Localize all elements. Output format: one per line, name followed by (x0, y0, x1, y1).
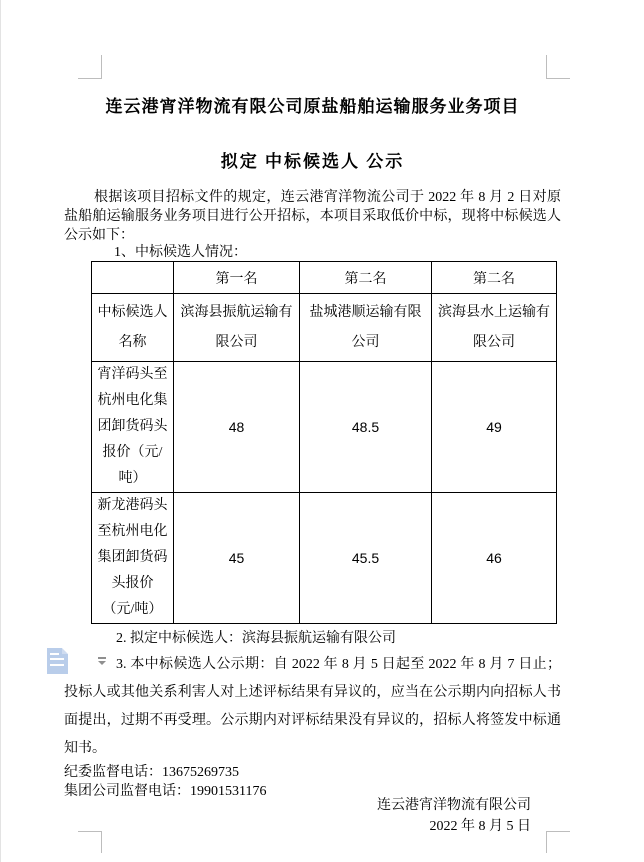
row-label-candidate-name: 中标候选人名称 (92, 294, 174, 362)
intro-paragraph: 根据该项目招标文件的规定，连云港宵洋物流公司于 2022 年 8 月 2 日对原盐船舶运输服务业务项目进行公开招标，本项目采取低价中标，现将中标候选人公示如下： (64, 190, 561, 243)
list-item-2: 2. 拟定中标候选人：滨海县振航运输有限公司 (116, 631, 396, 646)
table-row-candidate-names (92, 294, 557, 362)
candidate-3-name: 滨海县水上运输有限公司 (432, 294, 557, 362)
group-supervision-phone: 集团公司监督电话：19901531176 (64, 784, 267, 799)
price-xiaoyang-candidate-1: 48 (174, 362, 300, 493)
table-header-row (92, 262, 557, 294)
table-row-price-xiaoyang (92, 362, 557, 493)
page-title: 连云港宵洋物流有限公司原盐船舶运输服务业务项目 (105, 97, 520, 116)
candidate-2-name: 盐城港顺运输有限公司 (300, 294, 432, 362)
price-xinlonggang-candidate-2: 45.5 (300, 493, 432, 624)
signature-company: 连云港宵洋物流有限公司 (377, 798, 531, 813)
header-cell-third-place: 第二名 (432, 262, 557, 294)
candidate-1-name: 滨海县振航运输有限公司 (174, 294, 300, 362)
header-cell-second-place: 第二名 (300, 262, 432, 294)
signature-date: 2022 年 8 月 5 日 (429, 819, 531, 834)
list-item-1: 1、中标候选人情况： (114, 245, 247, 260)
row-label-price-xinlonggang: 新龙港码头至杭州电化集团卸货码头报价（元/吨） (92, 493, 174, 624)
price-xiaoyang-candidate-3: 49 (432, 362, 557, 493)
candidate-table (91, 261, 557, 624)
header-cell-empty (92, 262, 174, 294)
header-cell-first-place: 第一名 (174, 262, 300, 294)
document-body (64, 0, 561, 837)
list-item-3: 3. 本中标候选人公示期：自 2022 年 8 月 5 日起至 2022 年 8 月 7 日止；投标人或其他关系利害人对上述评标结果有异议的，应当在公示期内向招标人书面提出，过期不再受理。公示期内对评标结果没有异议的，招标人将签发中标通知书。 (64, 657, 561, 756)
price-xinlonggang-candidate-1: 45 (174, 493, 300, 624)
table-row-price-xinlonggang (92, 493, 557, 624)
row-label-price-xiaoyang: 宵洋码头至杭州电化集团卸货码头报价（元/吨） (92, 362, 174, 493)
discipline-supervision-phone: 纪委监督电话：13675269735 (64, 765, 239, 780)
price-xinlonggang-candidate-3: 46 (432, 493, 557, 624)
signature-block (64, 795, 561, 837)
price-xiaoyang-candidate-2: 48.5 (300, 362, 432, 493)
page-subtitle: 拟定 中标候选人 公示 (220, 152, 405, 171)
